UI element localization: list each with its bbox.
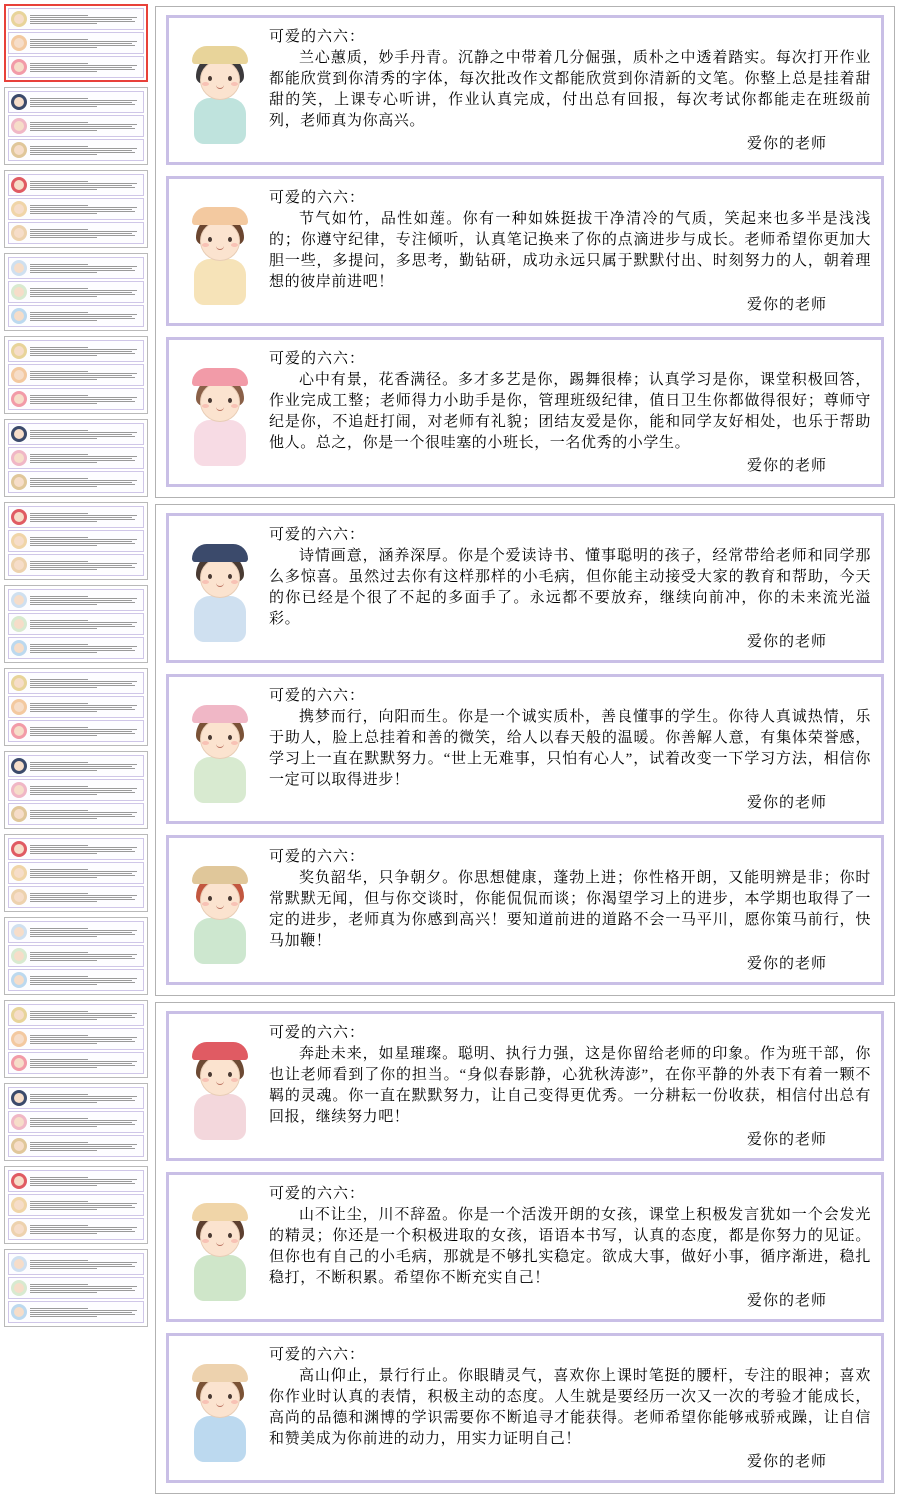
thumbnail-text-lines <box>30 229 141 238</box>
thumbnail-text-lines <box>30 869 141 878</box>
thumbnail-text-lines <box>30 288 141 297</box>
thumbnail-page-2[interactable] <box>4 87 148 165</box>
thumbnail-text-lines <box>30 371 141 380</box>
letter-body: 兰心蕙质，妙手丹青。沉静之中带着几分倔强，质朴之中透着踏实。每次打开作业都能欣赏到你清秀的字体，每次批改作文都能欣赏到你清新的文笔。你整上总是挂着甜甜的笑，上课专心听讲，作业认真完成，付出总有回报，每次考试你都能走在班级前列，老师真为你高兴。 <box>269 50 871 129</box>
thumbnail-avatar-icon <box>11 509 27 525</box>
thumbnail-avatar-icon <box>11 557 27 573</box>
thumbnail-avatar-icon <box>11 1197 27 1213</box>
letter-signature: 爱你的老师 <box>746 458 827 474</box>
thumbnail-page-16[interactable] <box>4 1249 148 1327</box>
avatar-eye-left <box>208 896 212 901</box>
thumbnail-avatar-icon <box>11 11 27 27</box>
thumbnail-avatar-icon <box>11 177 27 193</box>
avatar-body <box>194 259 246 305</box>
avatar-eye-right <box>228 1233 232 1238</box>
thumbnail-card <box>8 921 144 943</box>
thumbnail-card <box>8 672 144 694</box>
avatar-body <box>194 1094 246 1140</box>
avatar-eye-right <box>228 735 232 740</box>
letter-body: 诗情画意，涵养深厚。你是个爱读诗书、懂事聪明的孩子，经常带给老师和同学那么多惊喜。虽然过去你有这样那样的小毛病，但你能主动接受大家的教育和帮助，今天的你已经是个很了不起的多面手了。永远都不要放弃，继续向前冲，你的未来流光溢彩。 <box>269 548 871 627</box>
letter-signature: 爱你的老师 <box>746 634 827 650</box>
avatar-body <box>194 596 246 642</box>
page-sheet <box>155 504 895 996</box>
avatar-girl-straw-hat-icon <box>177 34 263 146</box>
comment-letter <box>269 1182 871 1312</box>
avatar-cheek-left <box>202 404 209 408</box>
avatar-eye-right <box>228 896 232 901</box>
thumbnail-page-4[interactable] <box>4 253 148 331</box>
thumbnail-avatar-icon <box>11 806 27 822</box>
thumbnail-avatar-icon <box>11 1114 27 1130</box>
thumbnail-card <box>8 1052 144 1074</box>
thumbnail-text-lines <box>30 264 141 273</box>
avatar-cheek-right <box>231 82 238 86</box>
thumbnail-card <box>8 637 144 659</box>
thumbnail-avatar-icon <box>11 699 27 715</box>
thumbnail-text-lines <box>30 430 141 439</box>
avatar-cheek-left <box>202 1400 209 1404</box>
avatar-hat <box>192 368 248 386</box>
thumbnail-card <box>8 56 144 78</box>
thumbnail-card <box>8 886 144 908</box>
thumbnail-text-lines <box>30 63 141 72</box>
avatar-eye-left <box>208 237 212 242</box>
avatar-eye-left <box>208 398 212 403</box>
comment-card[interactable] <box>166 1011 884 1161</box>
thumbnail-avatar-icon <box>11 924 27 940</box>
thumbnail-avatar-icon <box>11 533 27 549</box>
avatar-hat <box>192 1042 248 1060</box>
letter-signature: 爱你的老师 <box>746 1293 827 1309</box>
thumbnail-avatar-icon <box>11 592 27 608</box>
letter-salutation: 可爱的六六： <box>269 1025 366 1041</box>
comment-letter <box>269 25 871 155</box>
letter-salutation: 可爱的六六： <box>269 1186 366 1202</box>
comment-letter <box>269 1021 871 1151</box>
avatar-eye-left <box>208 1072 212 1077</box>
thumbnail-text-lines <box>30 620 141 629</box>
avatar-girl-flower-crown-icon <box>177 693 263 805</box>
avatar-head <box>200 1056 240 1096</box>
thumbnail-avatar-icon <box>11 1007 27 1023</box>
thumbnail-text-lines <box>30 454 141 463</box>
thumbnail-page-14[interactable] <box>4 1083 148 1161</box>
thumbnail-text-lines <box>30 1201 141 1210</box>
comment-letter <box>269 523 871 653</box>
avatar-eye-right <box>228 1394 232 1399</box>
thumbnail-card <box>8 1218 144 1240</box>
thumbnail-avatar-icon <box>11 640 27 656</box>
thumbnail-avatar-icon <box>11 260 27 276</box>
thumbnail-avatar-icon <box>11 889 27 905</box>
avatar-hat <box>192 705 248 723</box>
thumbnail-avatar-icon <box>11 616 27 632</box>
thumbnail-text-lines <box>30 122 141 131</box>
avatar-body <box>194 918 246 964</box>
avatar-cheek-left <box>202 243 209 247</box>
thumbnail-card <box>8 364 144 386</box>
thumbnail-page-10[interactable] <box>4 751 148 829</box>
avatar-eye-left <box>208 1233 212 1238</box>
thumbnail-text-lines <box>30 1094 141 1103</box>
avatar-cheek-right <box>231 1239 238 1243</box>
thumbnail-text-lines <box>30 810 141 819</box>
avatar-cheek-right <box>231 741 238 745</box>
thumbnail-page-12[interactable] <box>4 917 148 995</box>
letter-salutation: 可爱的六六： <box>269 190 366 206</box>
letter-body: 奖负韶华，只争朝夕。你思想健康，蓬勃上进；你性格开朗，又能明辨是非；你时常默默无闻，但与你交谈时，你能侃侃而谈；你渴望学习上的进步，本学期也取得了一定的进步，老师真为你感到高兴！要知道前进的道路不会一马平川，愿你策马前行，快马加鞭！ <box>269 870 871 949</box>
thumbnail-avatar-icon <box>11 1055 27 1071</box>
thumbnail-avatar-icon <box>11 343 27 359</box>
thumbnail-card <box>8 1301 144 1323</box>
thumbnail-text-lines <box>30 1035 141 1044</box>
avatar-head <box>200 1378 240 1418</box>
thumbnail-text-lines <box>30 952 141 961</box>
letter-body: 节气如竹，品性如莲。你有一种如姝挺拔干净清冷的气质，笑起来也多半是浅浅的；你遵守纪律，专注倾听，认真笔记换来了你的点滴进步与成长。老师希望你更加大胆一些，多提问，多思考，勤钻研，成功永远只属于默默付出、时刻努力的人，朝着理想的彼岸前进吧！ <box>269 211 871 290</box>
thumbnail-card <box>8 1277 144 1299</box>
avatar-body <box>194 420 246 466</box>
thumbnail-text-lines <box>30 205 141 214</box>
letter-signature: 爱你的老师 <box>746 1454 827 1470</box>
avatar-cheek-left <box>202 1239 209 1243</box>
thumbnail-card <box>8 281 144 303</box>
avatar-hat <box>192 1203 248 1221</box>
thumbnail-card <box>8 554 144 576</box>
thumbnail-text-lines <box>30 1059 141 1068</box>
thumbnail-card <box>8 222 144 244</box>
letter-body: 奔赴未来，如星璀璨。聪明、执行力强，这是你留给老师的印象。作为班干部，你也让老师看到了你的担当。“身似春影静，心犹秋涛澎”，在你平静的外表下有着一颗不羁的灵魂。你一直在默默努力，让自己变得更优秀。一分耕耘一份收获，相信付出总有回报，继续努力吧！ <box>269 1046 871 1125</box>
avatar-girl-blue-overalls-icon <box>177 1352 263 1464</box>
thumbnail-text-lines <box>30 146 141 155</box>
letter-body: 山不让尘，川不辞盈。你是一个活泼开朗的女孩，课堂上积极发言犹如一个会发光的精灵；你还是一个积极进取的女孩，语语本书写，认真的态度，都是你努力的见证。但你也有自己的小毛病，那就是不够扎实稳定。欲成大事，做好小事，循序渐进，稳扎稳打，不断积累。希望你不断充实自己！ <box>269 1207 871 1286</box>
thumbnail-page-9[interactable] <box>4 668 148 746</box>
thumbnail-card <box>8 388 144 410</box>
thumbnail-page-11[interactable] <box>4 834 148 912</box>
avatar-eye-right <box>228 237 232 242</box>
thumbnail-rail[interactable] <box>0 0 152 1286</box>
comment-letter <box>269 684 871 814</box>
thumbnail-card <box>8 198 144 220</box>
avatar-eye-left <box>208 735 212 740</box>
avatar-head <box>200 558 240 598</box>
thumbnail-text-lines <box>30 98 141 107</box>
thumbnail-card <box>8 91 144 113</box>
avatar-hat <box>192 1364 248 1382</box>
avatar-cheek-left <box>202 741 209 745</box>
thumbnail-card <box>8 1170 144 1192</box>
thumbnail-card <box>8 139 144 161</box>
thumbnail-card <box>8 838 144 860</box>
thumbnail-page-13[interactable] <box>4 1000 148 1078</box>
thumbnail-card <box>8 1004 144 1026</box>
thumbnail-card <box>8 8 144 30</box>
thumbnail-text-lines <box>30 1225 141 1234</box>
thumbnail-avatar-icon <box>11 35 27 51</box>
thumbnail-card <box>8 1253 144 1275</box>
avatar-girl-navy-cap-icon <box>177 532 263 644</box>
avatar-eye-left <box>208 1394 212 1399</box>
thumbnail-avatar-icon <box>11 450 27 466</box>
thumbnail-avatar-icon <box>11 142 27 158</box>
thumbnail-text-lines <box>30 312 141 321</box>
thumbnail-avatar-icon <box>11 675 27 691</box>
avatar-head <box>200 1217 240 1257</box>
thumbnail-avatar-icon <box>11 841 27 857</box>
thumbnail-card <box>8 755 144 777</box>
comment-card[interactable] <box>166 1333 884 1483</box>
letter-signature: 爱你的老师 <box>746 795 827 811</box>
comment-letter <box>269 186 871 316</box>
thumbnail-card <box>8 305 144 327</box>
letter-body: 心中有景，花香满径。多才多艺是你，踢舞很棒；认真学习是你，课堂积极回答，作业完成工整；老师得力小助手是你，管理班级纪律，值日卫生你都做得很好；尊师守纪是你，不追赶打闹，对老师有礼貌；团结友爱是你，能和同学友好相处，也乐于帮助他人。总之，你是一个很哇塞的小班长，一名优秀的小学生。 <box>269 372 871 451</box>
thumbnail-card <box>8 945 144 967</box>
avatar-cheek-right <box>231 1400 238 1404</box>
thumbnail-card <box>8 803 144 825</box>
thumbnail-text-lines <box>30 893 141 902</box>
thumbnail-avatar-icon <box>11 1138 27 1154</box>
avatar-head <box>200 382 240 422</box>
avatar-cheek-left <box>202 1078 209 1082</box>
thumbnail-avatar-icon <box>11 225 27 241</box>
thumbnail-page-3[interactable] <box>4 170 148 248</box>
thumbnail-card <box>8 257 144 279</box>
thumbnail-card <box>8 1194 144 1216</box>
letter-body: 携梦而行，向阳而生。你是一个诚实质朴，善良懂事的学生。你待人真诚热情，乐于助人，脸上总挂着和善的微笑，给人以春天般的温暖。你善解人意，有集体荣誉感，学习上一直在默默努力。“世上无难事，只怕有心人”，试着改变一下学习方法，相信你一定可以取得进步！ <box>269 709 871 788</box>
thumbnail-card <box>8 447 144 469</box>
comment-card[interactable] <box>166 1172 884 1322</box>
thumbnail-text-lines <box>30 928 141 937</box>
letter-signature: 爱你的老师 <box>746 956 827 972</box>
thumbnail-avatar-icon <box>11 1304 27 1320</box>
thumbnail-avatar-icon <box>11 59 27 75</box>
thumbnail-avatar-icon <box>11 308 27 324</box>
comment-card[interactable] <box>166 513 884 663</box>
avatar-body <box>194 98 246 144</box>
letter-salutation: 可爱的六六： <box>269 849 366 865</box>
avatar-cheek-left <box>202 580 209 584</box>
thumbnail-avatar-icon <box>11 426 27 442</box>
avatar-girl-red-hairband-icon <box>177 1030 263 1142</box>
avatar-body <box>194 1416 246 1462</box>
avatar-girl-beige-hat-icon <box>177 854 263 966</box>
thumbnail-text-lines <box>30 1308 141 1317</box>
thumbnail-text-lines <box>30 786 141 795</box>
thumbnail-text-lines <box>30 1260 141 1269</box>
comment-card[interactable] <box>166 15 884 165</box>
letter-signature: 爱你的老师 <box>746 297 827 313</box>
thumbnail-text-lines <box>30 513 141 522</box>
letter-salutation: 可爱的六六： <box>269 688 366 704</box>
thumbnail-text-lines <box>30 1177 141 1186</box>
thumbnail-text-lines <box>30 181 141 190</box>
comment-card[interactable] <box>166 337 884 487</box>
thumbnail-text-lines <box>30 1284 141 1293</box>
thumbnail-text-lines <box>30 845 141 854</box>
thumbnail-avatar-icon <box>11 284 27 300</box>
thumbnail-text-lines <box>30 679 141 688</box>
avatar-head <box>200 60 240 100</box>
thumbnail-avatar-icon <box>11 118 27 134</box>
thumbnail-text-lines <box>30 347 141 356</box>
thumbnail-text-lines <box>30 762 141 771</box>
avatar-hat <box>192 207 248 225</box>
thumbnail-avatar-icon <box>11 1221 27 1237</box>
comment-letter <box>269 845 871 975</box>
thumbnail-avatar-icon <box>11 758 27 774</box>
thumbnail-card <box>8 862 144 884</box>
thumbnail-avatar-icon <box>11 94 27 110</box>
thumbnail-page-7[interactable] <box>4 502 148 580</box>
thumbnail-card <box>8 613 144 635</box>
thumbnail-card <box>8 779 144 801</box>
letter-signature: 爱你的老师 <box>746 136 827 152</box>
avatar-head <box>200 221 240 261</box>
letter-salutation: 可爱的六六： <box>269 1347 366 1363</box>
thumbnail-card <box>8 423 144 445</box>
pages-container <box>155 6 895 1500</box>
thumbnail-text-lines <box>30 39 141 48</box>
comment-card[interactable] <box>166 835 884 985</box>
thumbnail-text-lines <box>30 15 141 24</box>
thumbnail-avatar-icon <box>11 391 27 407</box>
thumbnail-avatar-icon <box>11 1280 27 1296</box>
thumbnail-avatar-icon <box>11 1090 27 1106</box>
letter-signature: 爱你的老师 <box>746 1132 827 1148</box>
avatar-cheek-right <box>231 580 238 584</box>
thumbnail-text-lines <box>30 561 141 570</box>
avatar-cheek-right <box>231 404 238 408</box>
thumbnail-text-lines <box>30 976 141 985</box>
avatar-hat <box>192 866 248 884</box>
thumbnail-card <box>8 506 144 528</box>
thumbnail-card <box>8 969 144 991</box>
thumbnail-card <box>8 1087 144 1109</box>
thumbnail-page-5[interactable] <box>4 336 148 414</box>
thumbnail-avatar-icon <box>11 367 27 383</box>
page-sheet <box>155 1002 895 1494</box>
avatar-cheek-left <box>202 902 209 906</box>
avatar-head <box>200 880 240 920</box>
avatar-cheek-left <box>202 82 209 86</box>
thumbnail-page-8[interactable] <box>4 585 148 663</box>
avatar-eye-right <box>228 398 232 403</box>
letter-body: 高山仰止，景行行止。你眼睛灵气，喜欢你上课时笔挺的腰杆，专注的眼神；喜欢你作业时认真的表情，积极主动的态度。人生就是要经历一次又一次的考验才能成长，高尚的品德和渊博的学识需要你不断追寻才能获得。老师希望你能够戒骄戒躁，让自信和赞美成为你前进的动力，用实力证明自己！ <box>269 1368 871 1447</box>
avatar-eye-right <box>228 574 232 579</box>
thumbnail-text-lines <box>30 727 141 736</box>
avatar-girl-pink-bow-icon <box>177 356 263 468</box>
avatar-eye-right <box>228 76 232 81</box>
thumbnail-avatar-icon <box>11 474 27 490</box>
thumbnail-card <box>8 530 144 552</box>
thumbnail-avatar-icon <box>11 723 27 739</box>
thumbnail-card <box>8 1135 144 1157</box>
thumbnail-avatar-icon <box>11 201 27 217</box>
comment-card[interactable] <box>166 176 884 326</box>
avatar-head <box>200 719 240 759</box>
thumbnail-text-lines <box>30 644 141 653</box>
thumbnail-card <box>8 340 144 362</box>
avatar-eye-left <box>208 574 212 579</box>
thumbnail-text-lines <box>30 478 141 487</box>
avatar-girl-green-dress-icon <box>177 1191 263 1303</box>
thumbnail-card <box>8 1028 144 1050</box>
letter-salutation: 可爱的六六： <box>269 527 366 543</box>
thumbnail-text-lines <box>30 1118 141 1127</box>
avatar-eye-left <box>208 76 212 81</box>
comment-letter <box>269 347 871 477</box>
thumbnail-text-lines <box>30 703 141 712</box>
page-sheet <box>155 6 895 498</box>
thumbnail-card <box>8 174 144 196</box>
thumbnail-page-1[interactable] <box>4 4 148 82</box>
avatar-cheek-right <box>231 902 238 906</box>
avatar-eye-right <box>228 1072 232 1077</box>
thumbnail-card <box>8 115 144 137</box>
avatar-hat <box>192 544 248 562</box>
thumbnail-card <box>8 32 144 54</box>
letter-salutation: 可爱的六六： <box>269 29 366 45</box>
thumbnail-avatar-icon <box>11 1173 27 1189</box>
thumbnail-card <box>8 471 144 493</box>
thumbnail-text-lines <box>30 1142 141 1151</box>
comment-card[interactable] <box>166 674 884 824</box>
thumbnail-avatar-icon <box>11 782 27 798</box>
thumbnail-card <box>8 589 144 611</box>
thumbnail-avatar-icon <box>11 972 27 988</box>
thumbnail-avatar-icon <box>11 865 27 881</box>
thumbnail-card <box>8 696 144 718</box>
avatar-body <box>194 757 246 803</box>
avatar-cheek-right <box>231 1078 238 1082</box>
thumbnail-text-lines <box>30 537 141 546</box>
letter-salutation: 可爱的六六： <box>269 351 366 367</box>
thumbnail-card <box>8 720 144 742</box>
thumbnail-page-15[interactable] <box>4 1166 148 1244</box>
thumbnail-page-6[interactable] <box>4 419 148 497</box>
comment-letter <box>269 1343 871 1473</box>
avatar-body <box>194 1255 246 1301</box>
thumbnail-text-lines <box>30 395 141 404</box>
thumbnail-avatar-icon <box>11 1031 27 1047</box>
thumbnail-text-lines <box>30 596 141 605</box>
thumbnail-text-lines <box>30 1011 141 1020</box>
avatar-cheek-right <box>231 243 238 247</box>
avatar-hat <box>192 46 248 64</box>
avatar-girl-twin-tails-icon <box>177 195 263 307</box>
thumbnail-avatar-icon <box>11 948 27 964</box>
thumbnail-avatar-icon <box>11 1256 27 1272</box>
thumbnail-card <box>8 1111 144 1133</box>
